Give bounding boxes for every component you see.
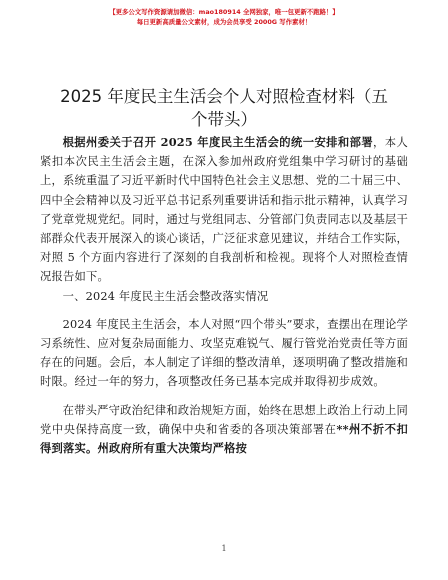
document-title: 2025 年度民主生活会个人对照检查材料（五个带头） xyxy=(60,87,388,129)
page-number: 1 xyxy=(221,544,227,553)
promo-banner xyxy=(0,7,448,27)
paragraph-3-start: 在带头严守政治纪律和政治规矩方面，始终在思想上政治上行动上同党中央保持高度一致，确保中央和省委的各项决策部署在 xyxy=(40,403,408,436)
intro-paragraph xyxy=(40,133,408,287)
intro-lead: 根据州委关于召开 2025 年度民主生活会的统一安排和部署 xyxy=(62,135,374,149)
promo-line-1: 【更多公文写作资源请加微信：mao180914 全网独家，唯一包更新不跑路！】 xyxy=(109,8,339,16)
intro-rest: ，本人紧扣本次民主生活会主题，在深入参加州政府党组集中学习研讨的基础上，系统重温了习近平新时代中国特色社会主义思想、党的二十届三中、四中全会精神以及习近平总书记系列重要讲话和指示批示精神，认真学习了党章党规党纪。同时，通过与党组同志、分管部门负责同志以及基层干部群众代表开展深入的谈心谈话，广泛征求意见建议，并结合工作实际，对照 5 个方面内容进行了深刻的自我剖析和检视。现将个人对照检查情况报告如下。 xyxy=(40,136,408,284)
paragraph-3 xyxy=(40,401,408,459)
section-heading: 一、2024 年度民主生活会整改落实情况 xyxy=(62,289,269,303)
paragraph-3-end: **州不折不扣得到落实。州政府所有重大决策均严格按 xyxy=(40,421,408,456)
document-body xyxy=(40,133,408,458)
paragraph-2: 2024 年度民主生活会，本人对照“四个带头”要求，查摆出在理论学习系统性、应对复杂局面能力、攻坚克难锐气、履行管党治党责任等方面存在的问题。会后，本人制定了详细的整改清单，逐项明确了整改措施和时限。经过一年的努力，各项整改任务已基本完成并取得初步成效。 xyxy=(40,317,408,389)
promo-line-2: 每日更新高质量公文素材，成为会员享受 2000G 写作素材！ xyxy=(136,18,312,26)
